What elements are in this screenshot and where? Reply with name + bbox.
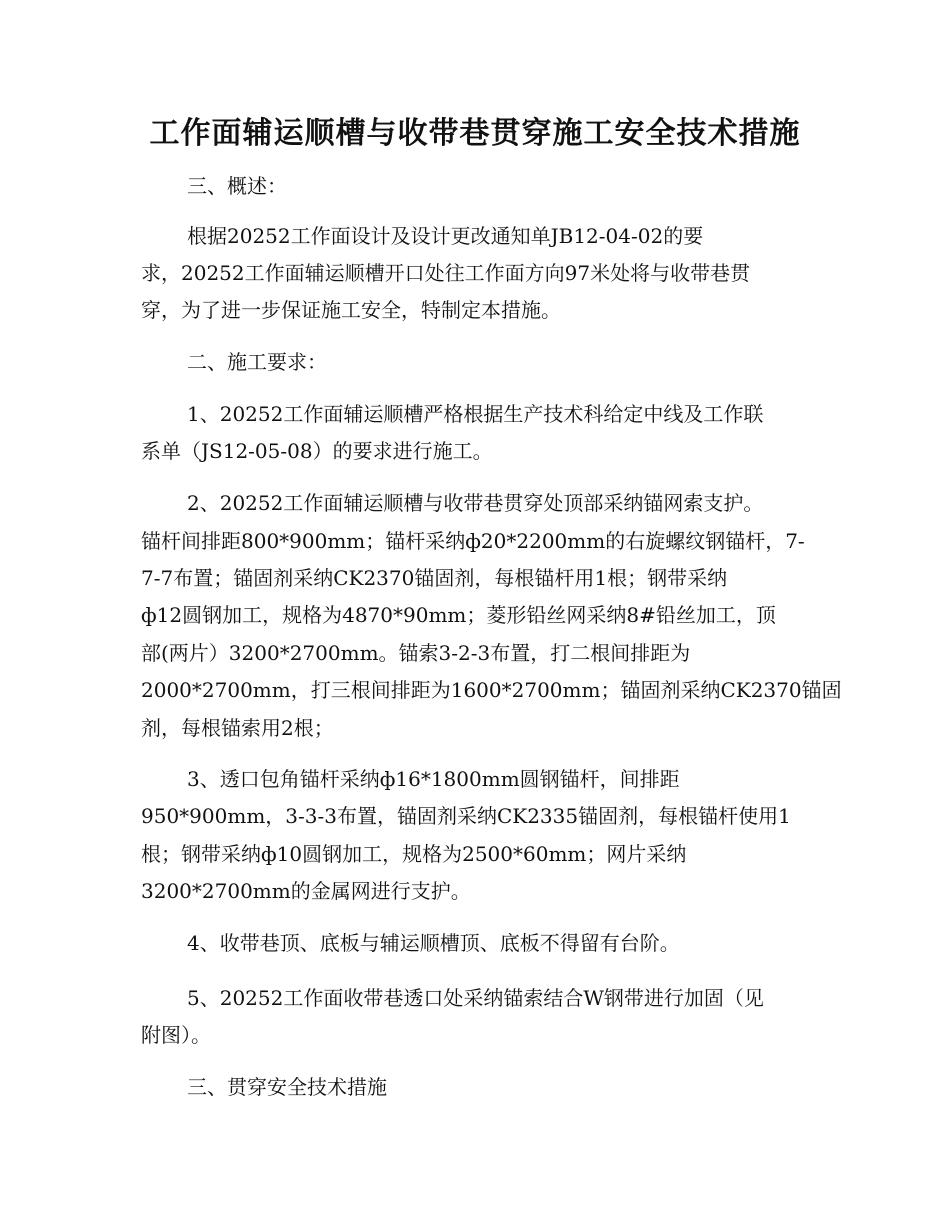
paragraph-line: 4、收带巷顶、底板与辅运顺槽顶、底板不得留有台阶。 xyxy=(187,931,680,955)
section-heading-safety: 三、贯穿安全技术措施 xyxy=(187,1075,387,1099)
paragraph-line: 穿，为了进一步保证施工安全，特制定本措施。 xyxy=(141,298,561,322)
paragraph-line: 根据20252工作面设计及设计更改通知单JB12-04-02的要 xyxy=(187,224,704,248)
paragraph-line: 附图）。 xyxy=(141,1023,211,1047)
section-heading-requirements: 二、施工要求： xyxy=(187,350,327,374)
paragraph-line: 部(两片）3200*2700mm。锚索3-2-3布置，打二根间排距为 xyxy=(141,641,691,665)
paragraph-line: ф12圆钢加工，规格为4870*90mm；菱形铅丝网采纳8#铅丝加工，顶 xyxy=(141,603,776,627)
paragraph-line: 2、20252工作面辅运顺槽与收带巷贯穿处顶部采纳锚网索支护。 xyxy=(187,491,764,515)
document-title: 工作面辅运顺槽与收带巷贯穿施工安全技术措施 xyxy=(149,116,801,151)
paragraph-line: 950*900mm，3-3-3布置，锚固剂采纳CK2335锚固剂，每根锚杆使用1 xyxy=(141,804,791,828)
paragraph-line: 求，20252工作面辅运顺槽开口处往工作面方向97米处将与收带巷贯 xyxy=(141,261,751,285)
paragraph-line: 7-7布置；锚固剂采纳CK2370锚固剂，每根锚杆用1根；钢带采纳 xyxy=(141,566,728,590)
paragraph-line: 系单（JS12-05-08）的要求进行施工。 xyxy=(141,439,493,463)
section-heading-overview: 三、概述： xyxy=(187,174,287,198)
paragraph-line: 根；钢带采纳ф10圆钢加工，规格为2500*60mm；网片采纳 xyxy=(141,842,687,866)
paragraph-line: 3、透口包角锚杆采纳ф16*1800mm圆钢锚杆，间排距 xyxy=(187,767,680,791)
paragraph-line: 2000*2700mm，打三根间排距为1600*2700mm；锚固剂采纳CK2370锚固 xyxy=(141,678,842,702)
paragraph-line: 剂，每根锚索用2根； xyxy=(141,716,334,740)
paragraph-line: 3200*2700mm的金属网进行支护。 xyxy=(141,879,471,903)
paragraph-line: 5、20252工作面收带巷透口处采纳锚索结合W钢带进行加固（见 xyxy=(187,986,764,1010)
paragraph-line: 锚杆间排距800*900mm；锚杆采纳ф20*2200mm的右旋螺纹钢锚杆，7- xyxy=(141,529,805,553)
paragraph-line: 1、20252工作面辅运顺槽严格根据生产技术科给定中线及工作联 xyxy=(187,402,764,426)
